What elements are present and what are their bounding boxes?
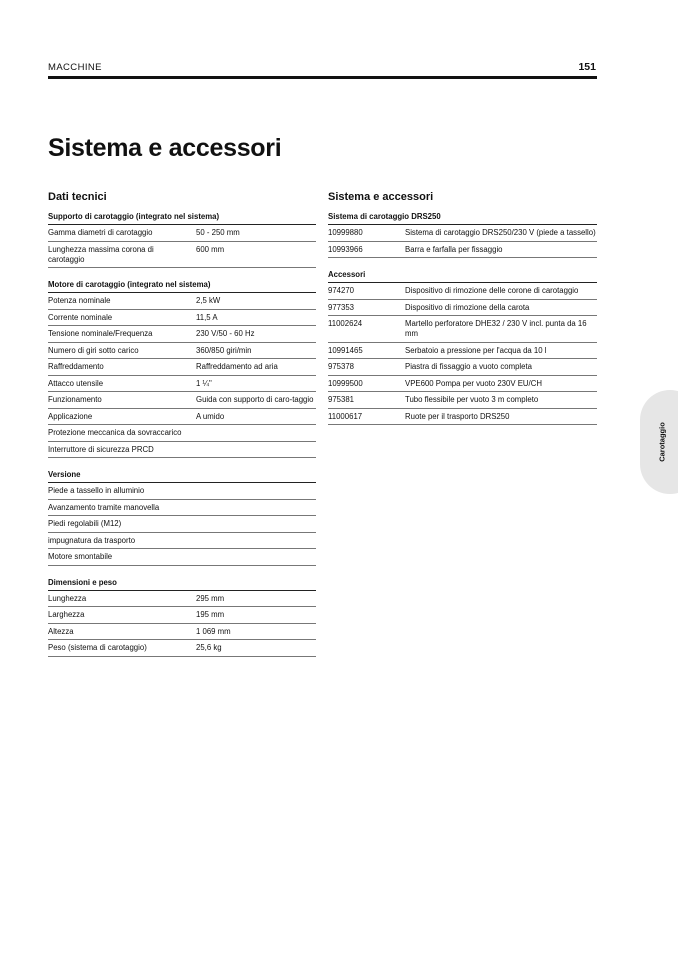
row-label: Protezione meccanica da sovraccarico [48, 428, 182, 437]
row-value: 360/850 giri/min [196, 345, 252, 355]
table-row [328, 376, 597, 393]
row-value [196, 536, 316, 546]
table-row [48, 640, 316, 657]
header-divider [48, 76, 597, 79]
system-accessories-column [328, 191, 597, 437]
table-row [48, 442, 316, 459]
row-value [196, 552, 316, 562]
table-row [48, 549, 316, 566]
row-value: VPE600 Pompa per vuoto 230V EU/CH [405, 378, 542, 388]
row-label: 974270 [328, 286, 355, 295]
table-row [328, 392, 597, 409]
row-label: 977353 [328, 302, 355, 312]
row-label: Raffreddamento [48, 362, 104, 371]
row-label: Lunghezza [48, 593, 87, 603]
system-accessories-title: Sistema e accessori [328, 191, 434, 203]
table-row [48, 425, 316, 442]
row-label: Numero di giri sotto carico [48, 345, 139, 355]
row-value: Piastra di fissaggio a vuoto completa [405, 362, 532, 371]
technical-data-blocks [48, 212, 316, 657]
row-label: Applicazione [48, 411, 93, 421]
block-title: Versione [48, 470, 316, 483]
row-label: Funzionamento [48, 395, 102, 404]
table-row [48, 500, 316, 517]
spec-block [48, 280, 316, 458]
table-row [48, 376, 316, 393]
row-value: 1 ¼" [196, 378, 212, 388]
table-row [48, 392, 316, 409]
row-label: 975381 [328, 395, 355, 404]
row-label: Piede a tassello in alluminio [48, 486, 145, 495]
row-label: 11000617 [328, 411, 363, 421]
row-value: 50 - 250 mm [196, 228, 240, 237]
table-row [328, 359, 597, 376]
row-label: Motore smontabile [48, 552, 113, 561]
table-row [48, 326, 316, 343]
row-value: A umido [196, 411, 225, 421]
table-row [328, 225, 597, 242]
row-label: Altezza [48, 626, 74, 636]
row-value: Guida con supporto di caro-taggio [196, 395, 314, 404]
row-label: Piedi regolabili (M12) [48, 519, 122, 528]
table-row [328, 343, 597, 360]
row-value: 11,5 A [196, 312, 218, 322]
row-value: Dispositivo di rimozione delle corone di carotaggio [405, 286, 579, 295]
table-row [48, 533, 316, 550]
row-value: 600 mm [196, 244, 225, 254]
row-label: Corrente nominale [48, 312, 113, 322]
block-title: Dimensioni e peso [48, 578, 316, 591]
row-label: 975378 [328, 362, 355, 371]
table-row [328, 283, 597, 300]
row-value: Barra e farfalla per fissaggio [405, 244, 503, 254]
spec-block [48, 212, 316, 268]
row-label: Peso (sistema di carotaggio) [48, 643, 147, 652]
row-value: Tubo flessibile per vuoto 3 m completo [405, 395, 539, 404]
row-label: Larghezza [48, 610, 85, 619]
spec-block [48, 470, 316, 566]
row-value: 25,6 kg [196, 643, 222, 652]
row-label: 10999500 [328, 378, 363, 388]
table-row [48, 409, 316, 426]
table-row [48, 242, 316, 269]
technical-data-title: Dati tecnici [48, 191, 107, 203]
row-label: Lunghezza massima corona di carotaggio [48, 244, 154, 264]
row-value: Dispositivo di rimozione della carota [405, 302, 530, 312]
row-value: 2,5 kW [196, 296, 221, 305]
block-title: Sistema di carotaggio DRS250 [328, 212, 597, 225]
row-value: 195 mm [196, 610, 225, 619]
block-title: Supporto di carotaggio (integrato nel sistema) [48, 212, 316, 225]
row-value: Martello perforatore DHE32 / 230 V incl. punta da 16 mm [405, 319, 587, 338]
table-row [48, 293, 316, 310]
page-number: 151 [578, 61, 596, 73]
table-row [48, 310, 316, 327]
table-row [48, 343, 316, 360]
row-value: 1 069 mm [196, 626, 231, 636]
row-label: Avanzamento tramite manovella [48, 502, 160, 512]
row-label: Potenza nominale [48, 296, 111, 305]
row-value: 295 mm [196, 593, 225, 603]
table-row [48, 516, 316, 533]
row-value: Raffreddamento ad aria [196, 362, 278, 371]
row-label: Interruttore di sicurezza PRCD [48, 444, 154, 454]
spec-block [48, 578, 316, 657]
table-row [48, 607, 316, 624]
row-value [196, 445, 316, 455]
row-label: Gamma diametri di carotaggio [48, 228, 153, 237]
row-value: Serbatoio a pressione per l'acqua da 10 l [405, 345, 547, 355]
side-tab-label: Carotaggio [657, 422, 667, 462]
row-value [196, 519, 316, 529]
row-label: 10999880 [328, 228, 363, 237]
table-row [48, 591, 316, 608]
table-row [328, 242, 597, 259]
row-value: Sistema di carotaggio DRS250/230 V (piede a tassello) [405, 228, 596, 237]
row-label: Tensione nominale/Frequenza [48, 329, 153, 338]
row-value: 230 V/50 - 60 Hz [196, 329, 255, 338]
section-label: MACCHINE [48, 62, 102, 73]
row-label: 10991465 [328, 345, 363, 355]
row-value [196, 503, 316, 513]
accessories-block [328, 270, 597, 425]
technical-data-column [48, 191, 316, 669]
block-title: Motore di carotaggio (integrato nel sistema) [48, 280, 316, 293]
table-row [328, 316, 597, 343]
row-label: impugnatura da trasporto [48, 535, 136, 545]
table-row [48, 483, 316, 500]
row-value [196, 486, 316, 496]
row-label: 11002624 [328, 319, 363, 328]
block-title: Accessori [328, 270, 597, 283]
row-value [196, 428, 316, 438]
table-row [48, 225, 316, 242]
table-row [48, 359, 316, 376]
row-label: 10993966 [328, 244, 363, 254]
page-title: Sistema e accessori [48, 134, 282, 162]
table-row [48, 624, 316, 641]
table-row [328, 409, 597, 426]
row-label: Attacco utensile [48, 378, 104, 388]
row-value: Ruote per il trasporto DRS250 [405, 411, 510, 421]
table-row [328, 300, 597, 317]
system-block [328, 212, 597, 258]
